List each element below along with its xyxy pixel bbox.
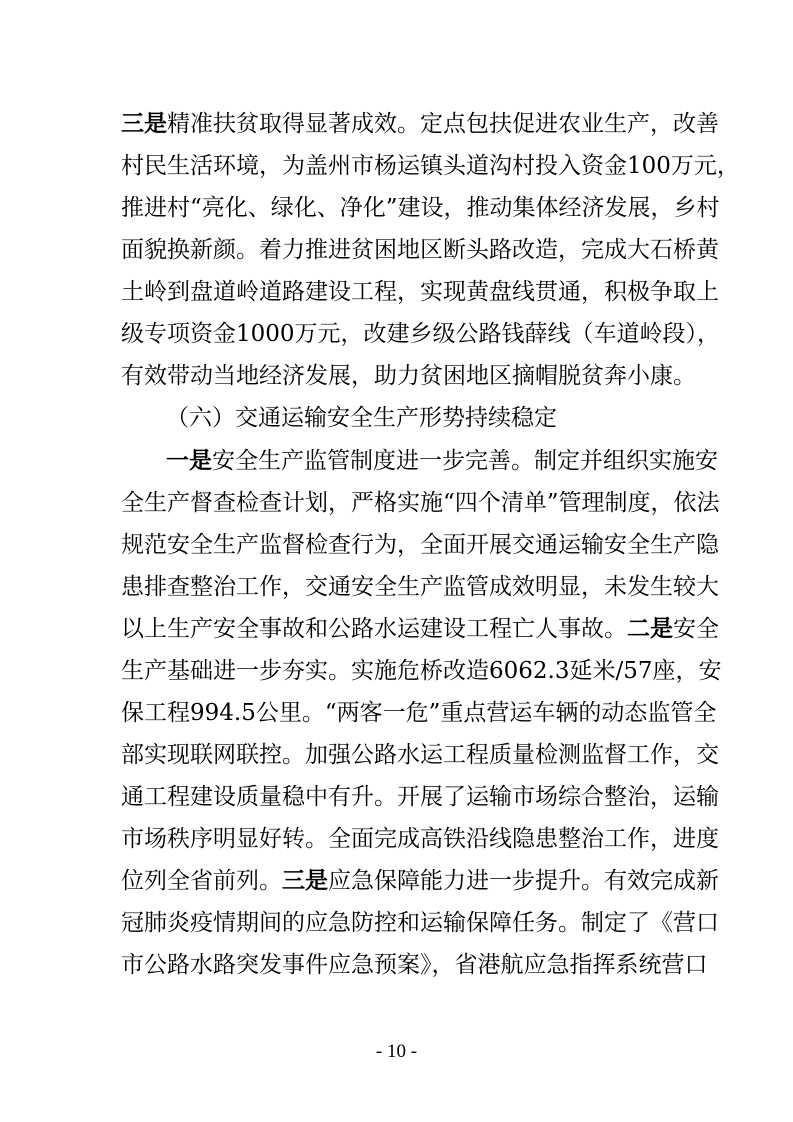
paragraph-2-line-7: 保工程994.5公里。“两客一危”重点营运车辆的动态监管全 [121,700,717,726]
section-heading: （六）交通运输安全生产形势持续稳定 [166,405,557,431]
emphasis-san-shi-2: 三是 [282,868,328,894]
paragraph-2-line-12: 冠肺炎疫情期间的应急防控和运输保障任务。制定了《营口 [121,910,719,936]
paragraph-1-line-2: 村民生活环境，为盖州市杨运镇头道沟村投入资金100万元， [121,153,740,179]
paragraph-2-line-9: 通工程建设质量稳中有升。开展了运输市场综合整治，运输 [121,784,719,810]
paragraph-1-line-5: 土岭到盘道岭道路建设工程，实现黄盘线贯通，积极争取上 [121,279,719,305]
paragraph-2-line-2: 全生产督查检查计划，严格实施“四个清单”管理制度，依法 [121,490,720,516]
emphasis-yi-shi: 一是 [166,448,212,474]
paragraph-2-line-5: 以上生产安全事故和公路水运建设工程亡人事故。二是安全 [121,616,719,642]
paragraph-2-line-11: 位列全省前列。三是应急保障能力进一步提升。有效完成新 [121,868,719,894]
paragraph-1-line-3: 推进村“亮化、绿化、净化”建设，推动集体经济发展，乡村 [121,195,720,221]
paragraph-2-line-8: 部实现联网联控。加强公路水运工程质量检测监督工作，交 [121,742,719,768]
paragraph-2-line-6: 生产基础进一步夯实。实施危桥改造6062.3延米/57座，安 [121,658,722,684]
paragraph-2-line-4: 患排查整治工作，交通安全生产监管成效明显，未发生较大 [121,574,719,600]
paragraph-2-line-10: 市场秩序明显好转。全面完成高铁沿线隐患整治工作，进度 [121,826,719,852]
page-number: - 10 - [375,1041,418,1062]
paragraph-2-line-13: 市公路水路突发事件应急预案》，省港航应急指挥系统营口 [121,952,708,978]
paragraph-1-line-7: 有效带动当地经济发展，助力贫困地区摘帽脱贫奔小康。 [121,363,696,389]
emphasis-san-shi: 三是 [121,111,167,137]
paragraph-2-line-1: 一是安全生产监管制度进一步完善。制定并组织实施安 [166,448,718,474]
paragraph-2-line-3: 规范安全生产监督检查行为，全面开展交通运输安全生产隐 [121,532,719,558]
paragraph-1-line-4: 面貌换新颜。着力推进贫困地区断头路改造，完成大石桥黄 [121,237,719,263]
emphasis-er-shi: 二是 [627,616,673,642]
paragraph-1-line-6: 级专项资金1000万元，改建乡级公路钱薛线（车道岭段）， [121,321,721,347]
paragraph-1-line-1: 三是精准扶贫取得显著成效。定点包扶促进农业生产，改善 [121,111,719,137]
